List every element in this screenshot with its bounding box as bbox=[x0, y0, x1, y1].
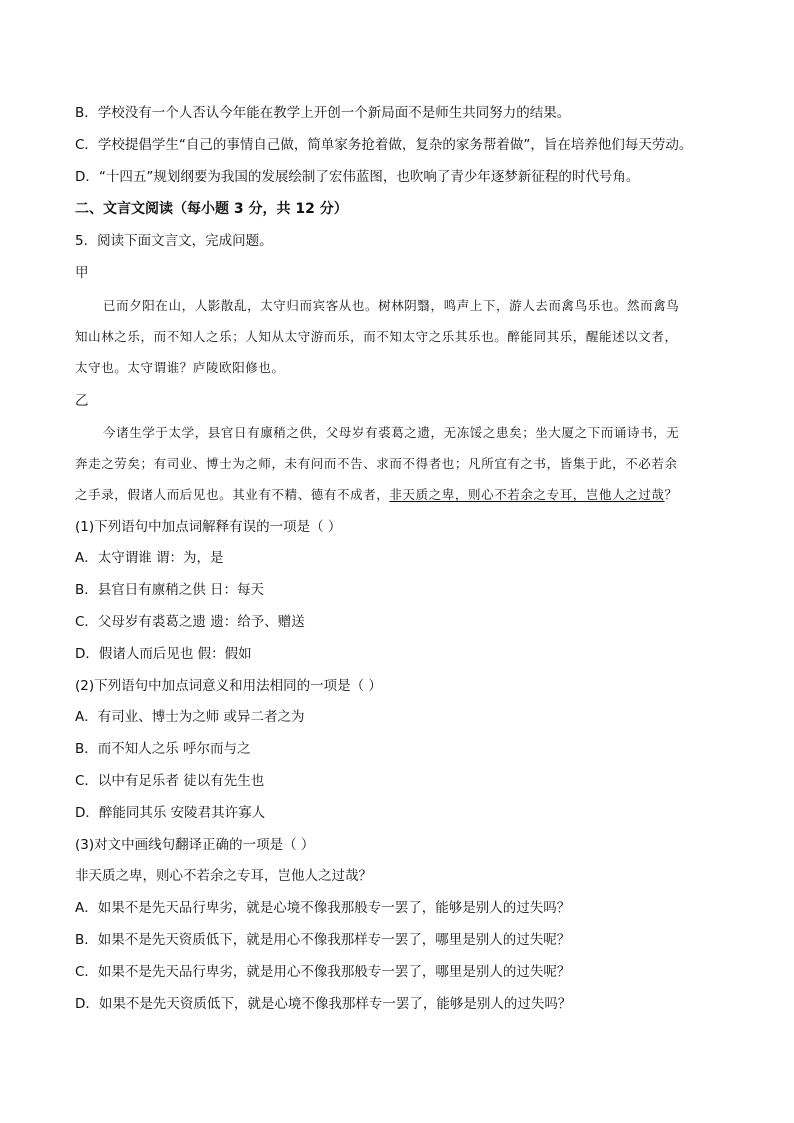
q1-option-b: B．县官日有廪稍之供 日：每天 bbox=[75, 582, 265, 598]
passage-a-line: 太守也。太守谓谁？庐陵欧阳修也。 bbox=[75, 360, 285, 375]
q3-option-b: B．如果不是先天资质低下，就是用心不像我那样专一罢了，哪里是别人的过失呢？ bbox=[75, 932, 571, 948]
end-mark: ？ bbox=[664, 487, 678, 502]
passage-b-line: 奔走之劳矣；有司业、博士为之师，未有问而不告、求而不得者也；凡所宜有之书，皆集于此，不必若余 bbox=[75, 456, 678, 471]
q2-option-a: A．有司业、博士为之师 或异二者之为 bbox=[75, 709, 305, 725]
q3-stem: (3)对文中画线句翻译正确的一项是（ ） bbox=[75, 837, 315, 853]
q1-option-c: C．父母岁有裘葛之遗 遗：给予、赠送 bbox=[75, 614, 305, 630]
passage-a-label: 甲 bbox=[75, 265, 89, 281]
passage-a-line: 已而夕阳在山，人影散乱，太守归而宾客从也。树林阴翳，鸣声上下，游人去而禽鸟乐也。然而禽鸟 bbox=[103, 298, 680, 313]
passage-b-line: 今诸生学于太学，县官日有廪稍之供，父母岁有裘葛之遗，无冻馁之患矣；坐大厦之下而诵诗书，无 bbox=[103, 425, 680, 440]
q2-option-d: D．醉能同其乐 安陵君其许寡人 bbox=[75, 805, 266, 821]
q2-option-b: B．而不知人之乐 呼尔而与之 bbox=[75, 741, 251, 757]
q1-option-a: A．太守谓谁 谓：为，是 bbox=[75, 550, 224, 566]
prev-option-c: C．学校提倡学生“自己的事情自己做，简单家务抢着做，复杂的家务帮着做”，旨在培养他们每天劳动。 bbox=[75, 137, 693, 153]
passage-b-label: 乙 bbox=[75, 393, 89, 409]
prev-option-b: B．学校没有一个人否认今年能在教学上开创一个新局面不是师生共同努力的结果。 bbox=[75, 105, 571, 121]
passage-b-line-last bbox=[75, 486, 678, 504]
section-title: 二、文言文阅读（每小题 3 分，共 12 分） bbox=[75, 201, 348, 217]
q3-option-d: D．如果不是先天资质低下，就是心境不像我那样专一罢了，能够是别人的过失吗？ bbox=[75, 996, 572, 1012]
passage-b-text: 之手录，假诸人而后见也。其业有不精、德有不成者， bbox=[75, 487, 390, 502]
q1-option-d: D．假诸人而后见也 假：假如 bbox=[75, 646, 252, 662]
q2-option-c: C．以中有足乐者 徒以有先生也 bbox=[75, 773, 265, 789]
q3-option-a: A．如果不是先天品行卑劣，就是心境不像我那般专一罢了，能够是别人的过失吗？ bbox=[75, 900, 571, 916]
q3-sentence: 非天质之卑，则心不若余之专耳，岂他人之过哉？ bbox=[75, 868, 372, 884]
q1-stem: (1)下列语句中加点词解释有误的一项是（ ） bbox=[75, 519, 342, 535]
question-intro: 5．阅读下面文言文，完成问题。 bbox=[75, 233, 273, 249]
passage-a-line: 知山林之乐，而不知人之乐；人知从太守游而乐，而不知太守之乐其乐也。醉能同其乐，醒能述以文者， bbox=[75, 329, 678, 344]
underlined-sentence: 非天质之卑，则心不若余之专耳，岂他人之过哉 bbox=[389, 487, 665, 502]
q3-option-c: C．如果不是先天品行卑劣，就是用心不像我那般专一罢了，哪里是别人的过失呢？ bbox=[75, 964, 571, 980]
q2-stem: (2)下列语句中加点词意义和用法相同的一项是（ ） bbox=[75, 678, 382, 694]
prev-option-d: D．“十四五”规划纲要为我国的发展绘制了宏伟蓝图，也吹响了青少年逐梦新征程的时代号角。 bbox=[75, 169, 640, 185]
